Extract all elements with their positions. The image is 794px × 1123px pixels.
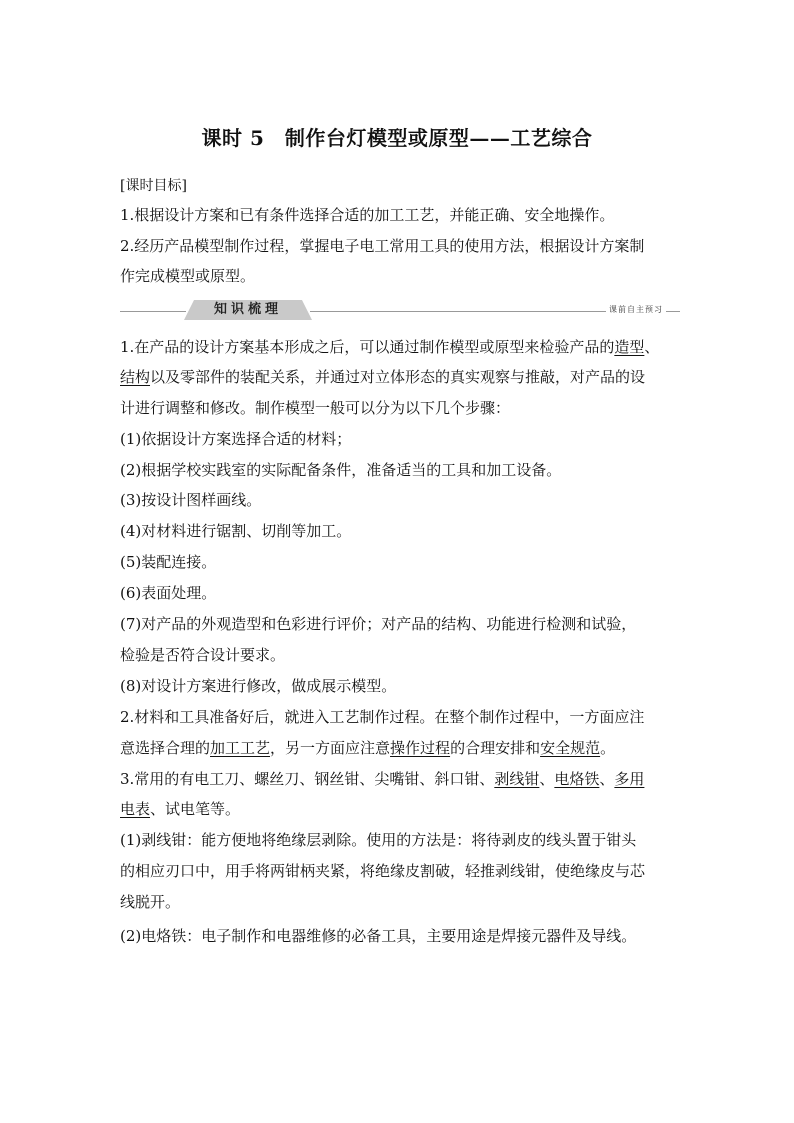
- step-5: (5)装配连接。: [120, 553, 217, 571]
- step-8: (8)对设计方案进行修改，做成展示模型。: [120, 677, 397, 695]
- para-3-line-1: 3.常用的有电工刀、螺丝刀、钢丝钳、尖嘴钳、斜口钳、剥线钳、电烙铁、多用: [120, 770, 645, 788]
- para-4-line-1: (1)剥线钳：能方便地将绝缘层剥除。使用的方法是：将待剥皮的线头置于钳头: [120, 831, 637, 849]
- step-1: (1)依据设计方案选择合适的材料；: [120, 430, 352, 448]
- para-1-line-2: 结构以及零部件的装配关系，并通过对立体形态的真实观察与推敲，对产品的设: [120, 368, 646, 386]
- para-4-line-2: 的相应刃口中，用手将两钳柄夹紧，将绝缘皮割破，轻推剥线钳，使绝缘皮与芯: [120, 862, 646, 880]
- step-3: (3)按设计图样画线。: [120, 491, 262, 509]
- step-6: (6)表面处理。: [120, 584, 217, 602]
- step-7-cont: 检验是否符合设计要求。: [120, 646, 286, 664]
- para-3-line-2: 电表、试电笔等。: [120, 800, 241, 818]
- section-banner: [120, 300, 680, 322]
- objectives-label: [课时目标]: [120, 178, 187, 194]
- para-2-line-1: 2.材料和工具准备好后，就进入工艺制作过程。在整个制作过程中，一方面应注: [120, 708, 645, 726]
- objective-item-1: 1.根据设计方案和已有条件选择合适的加工工艺，并能正确、安全地操作。: [120, 206, 615, 224]
- step-7: (7)对产品的外观造型和色彩进行评价；对产品的结构、功能进行检测和试验，: [120, 615, 637, 633]
- para-2-line-2: 意选择合理的加工工艺，另一方面应注意操作过程的合理安排和安全规范。: [120, 739, 616, 757]
- para-5: (2)电烙铁：电子制作和电器维修的必备工具，主要用途是焊接元器件及导线。: [120, 927, 637, 945]
- step-2: (2)根据学校实践室的实际配备条件，准备适当的工具和加工设备。: [120, 461, 562, 479]
- section-right-label: 课前自主预习: [606, 304, 666, 315]
- para-1-line-3: 计进行调整和修改。制作模型一般可以分为以下几个步骤：: [120, 399, 511, 417]
- objective-item-2-cont: 作完成模型或原型。: [120, 267, 256, 285]
- para-4-line-3: 线脱开。: [120, 893, 181, 911]
- objective-item-2: 2.经历产品模型制作过程，掌握电子电工常用工具的使用方法，根据设计方案制: [120, 237, 645, 255]
- para-1-line-1: 1.在产品的设计方案基本形成之后，可以通过制作模型或原型来检验产品的造型、: [120, 338, 660, 356]
- page-title: 课时 5 制作台灯模型或原型——工艺综合: [201, 126, 593, 150]
- step-4: (4)对材料进行锯割、切削等加工。: [120, 522, 352, 540]
- section-label: 知识梳理: [213, 302, 282, 317]
